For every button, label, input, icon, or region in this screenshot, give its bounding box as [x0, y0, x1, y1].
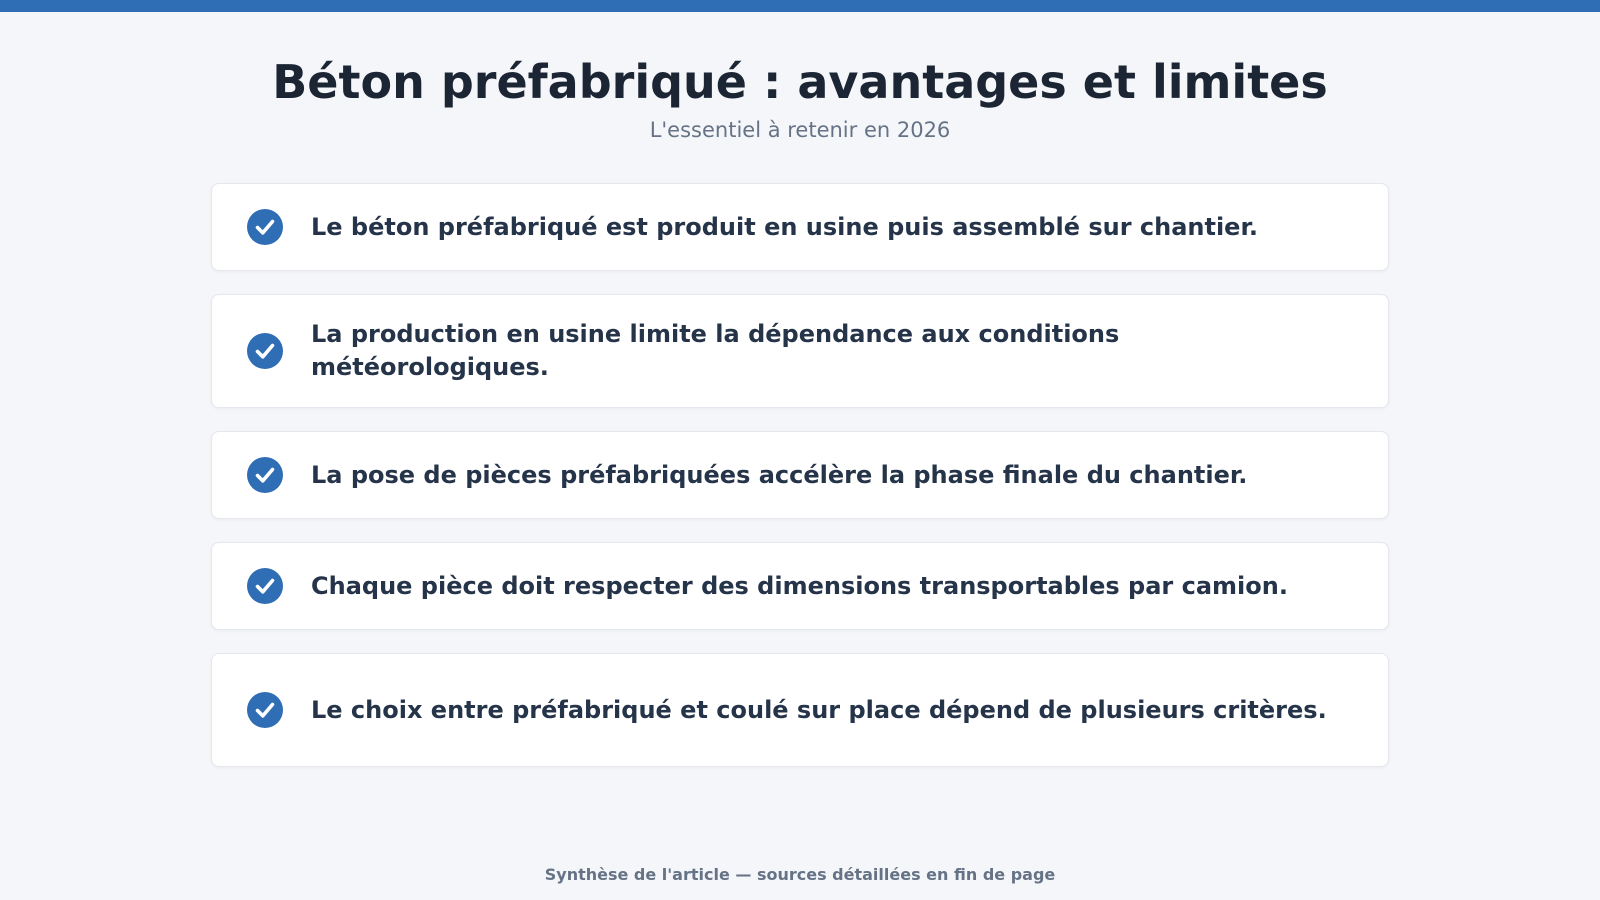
key-point-text: La pose de pièces préfabriquées accélère la phase finale du chantier.: [311, 460, 1248, 489]
key-point-card: [211, 542, 1389, 630]
page-header: [0, 52, 1600, 144]
key-point-text: Le choix entre préfabriqué et coulé sur place dépend de plusieurs critères.: [311, 695, 1327, 724]
key-point-text: Le béton préfabriqué est produit en usine puis assemblé sur chantier.: [311, 212, 1258, 241]
page-subtitle: L'essentiel à retenir en 2026: [649, 118, 951, 142]
check-circle-icon: [247, 209, 283, 245]
key-point-text: La production en usine limite la dépendance aux conditions météorologiques.: [311, 320, 1120, 381]
key-point-card: [211, 183, 1389, 271]
check-circle-icon: [247, 568, 283, 604]
key-point-card: [211, 431, 1389, 519]
check-circle-icon: [247, 333, 283, 369]
top-accent-bar: [0, 0, 1600, 12]
key-point-card: [211, 294, 1389, 408]
footer-note: Synthèse de l'article — sources détaillées en fin de page: [544, 865, 1056, 884]
check-circle-icon: [247, 692, 283, 728]
page-title: Béton préfabriqué : avantages et limites: [272, 55, 1328, 109]
key-points-list: [211, 183, 1389, 790]
key-point-card: [211, 653, 1389, 767]
check-circle-icon: [247, 457, 283, 493]
key-point-text: Chaque pièce doit respecter des dimensions transportables par camion.: [311, 571, 1288, 600]
